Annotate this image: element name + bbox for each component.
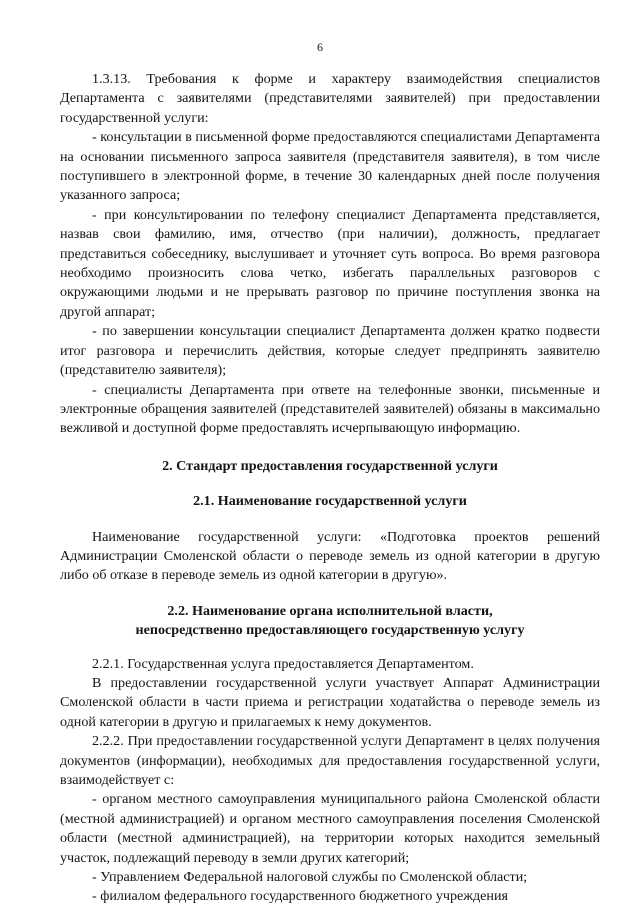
page-number: 6 — [317, 40, 323, 54]
section-heading-2-2-line2: непосредственно предоставляющего государственную услугу — [135, 622, 525, 639]
paragraph-2-2-1: 2.2.1. Государственная услуга предоставляется Департаментом. — [92, 655, 474, 672]
paragraph-consultation-summary: - по завершении консультации специалист Департамента должен кратко подвести итог разговора и перечислить действия, которые следует предпринять заявителю (представителю заявителя); — [60, 323, 600, 379]
paragraph-written-consultations: - консультации в письменной форме предоставляются специалистами Департамента на основании письменного запроса заявителя (представителя заявителя), в том числе поступившего в электронной форме, в течение 30 календарных дней после получения указанного запроса; — [60, 129, 600, 204]
paragraph-phone-consultations: - при консультировании по телефону специалист Департамента представляется, назвав свои фамилию, имя, отчество (при наличии), должность, предлагает представиться собеседнику, выслушивает и уточняет суть вопроса. Во время разговора необходимо произносить слова четко, избегать параллельных разговоров с окружающими людьми и не прерывать разговор по причине поступления звонка на другой аппарат; — [60, 206, 600, 320]
paragraph-2-2-2: 2.2.2. При предоставлении государственной услуги Департамент в целях получения документов (информации), необходимых для предоставления государственной услуги, взаимодействует с: — [60, 733, 600, 788]
paragraph-service-name: Наименование государственной услуги: «Подготовка проектов решений Администрации Смоленской области о переводе земель из одной категории в другую либо об отказе в переводе земель из одной категории в другую». — [60, 528, 600, 584]
paragraph-1-3-13: 1.3.13. Требования к форме и характеру взаимодействия специалистов Департамента с заявителями (представителями заявителей) при предоставлении государственной услуги: — [60, 71, 600, 126]
paragraph-tax-service: - Управлением Федеральной налоговой службы по Смоленской области; — [92, 869, 528, 886]
paragraph-apparatus-participation: В предоставлении государственной услуги участвует Аппарат Администрации Смоленской области в части приема и регистрации ходатайства о переводе земель из одной категории в другую и прилагаемых к нему документов. — [60, 674, 600, 730]
paragraph-specialists-duty: - специалисты Департамента при ответе на телефонные звонки, письменные и электронные обращения заявителей (представителей заявителей) обязаны в максимально вежливой и доступной форме предоставлять исчерпывающую информацию. — [60, 381, 600, 437]
section-heading-2-2-line1: 2.2. Наименование органа исполнительной власти, — [167, 602, 493, 619]
paragraph-local-government: - органом местного самоуправления муниципального района Смоленской области (местной администрацией) и органом местного самоуправления поселения Смоленской области (местной администрацией), на территории которых находится земельный участок, подлежащий переводу в земли других категорий; — [60, 791, 600, 866]
section-heading-2-1: 2.1. Наименование государственной услуги — [193, 493, 467, 510]
section-heading-2: 2. Стандарт предоставления государственной услуги — [162, 457, 498, 474]
document-body — [60, 70, 600, 907]
paragraph-federal-institution: - филиалом федерального государственного бюджетного учреждения — [92, 888, 508, 905]
